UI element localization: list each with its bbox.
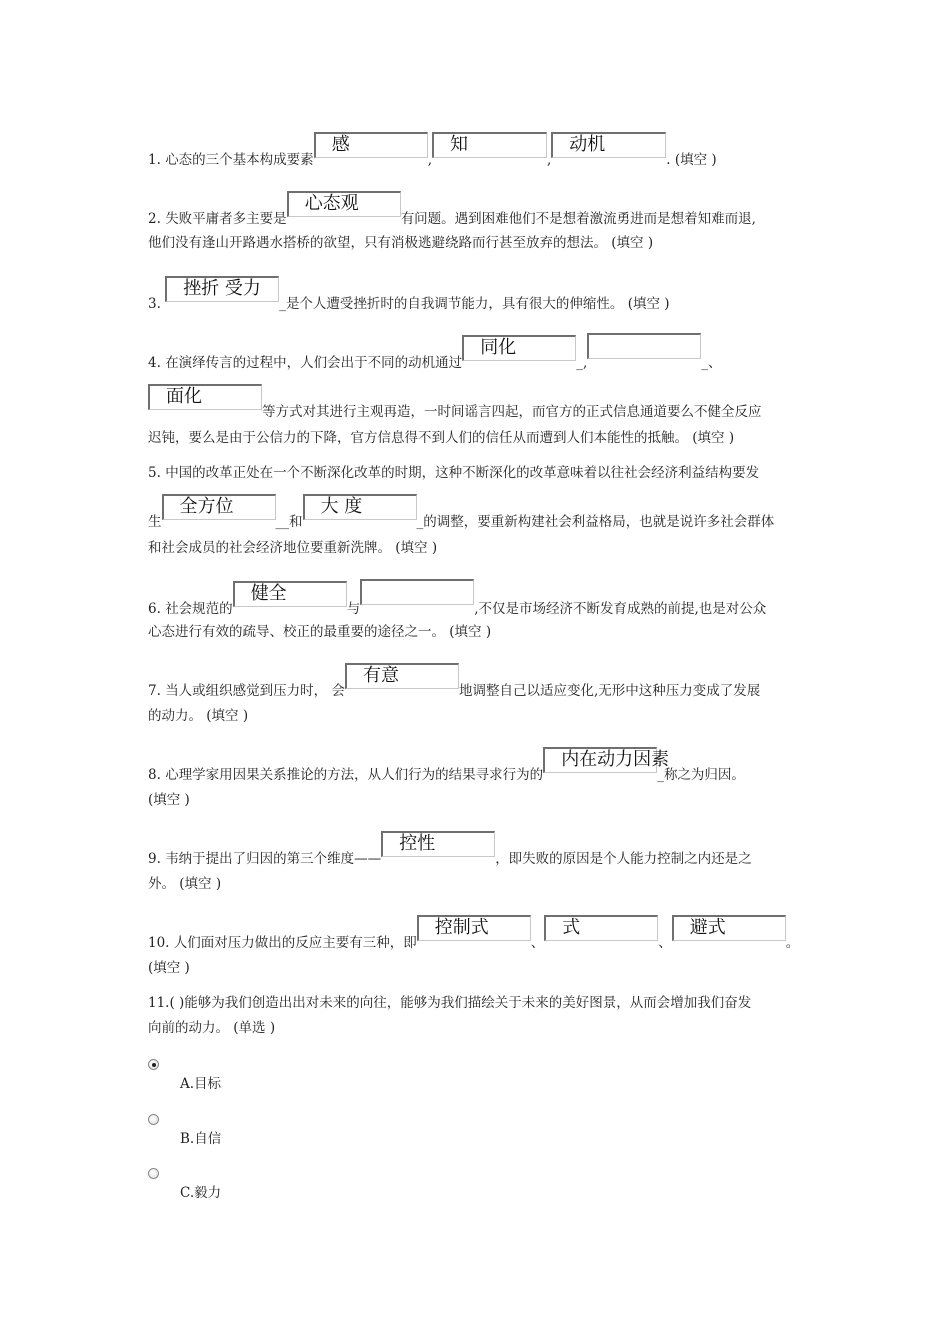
question-text: 中国的改革正处在一个不断深化改革的时期，这种不断深化的改革意味着以往社会经济利益结构要发 xyxy=(165,465,760,481)
question-tail: 。 xyxy=(785,935,800,951)
question-5 xyxy=(148,463,759,483)
question-text: 当人或组织感觉到压力时， 会 xyxy=(165,683,345,699)
answer-field[interactable]: 控制式 xyxy=(417,915,531,941)
question-tail: _是个人遭受挫折时的自我调节能力，具有很大的伸缩性。 (填空 ) xyxy=(279,296,670,312)
question-text: 失败平庸者多主要是 xyxy=(165,211,287,227)
answer-field[interactable]: 式 xyxy=(544,915,658,941)
question-tail: 地调整自己以适应变化,无形中这种压力变成了发展 xyxy=(458,683,761,699)
separator: 与 xyxy=(346,601,361,617)
question-text: 在演绎传言的过程中，人们会出于不同的动机通过 xyxy=(165,355,463,371)
question-number: 6. xyxy=(148,601,161,617)
answer-field[interactable]: 全方位 xyxy=(162,494,276,520)
separator: __和 xyxy=(275,514,303,530)
question-text: 生 xyxy=(148,514,162,530)
question-text: 心态的三个基本构成要素 xyxy=(165,152,314,168)
question-11-line-2: 向前的动力。 (单选 ) xyxy=(148,1020,276,1036)
question-tail: . (填空 ) xyxy=(666,152,717,168)
question-tail: 有问题。遇到困难他们不是想着激流勇进而是想着知难而退, xyxy=(400,211,756,227)
question-4-line-2 xyxy=(148,386,762,422)
answer-field[interactable]: 挫折 受力 xyxy=(165,276,279,302)
option-label: B.自信 xyxy=(180,1131,222,1147)
question-tail: 等方式对其进行主观再造，一时间谣言四起，而官方的正式信息通道要么不健全反应 xyxy=(262,404,762,420)
question-9-line-2: 外。 (填空 ) xyxy=(148,876,222,892)
answer-field[interactable]: 健全 xyxy=(233,581,347,607)
question-1 xyxy=(148,134,717,170)
question-tail: ,不仅是市场经济不断发育成熟的前提,也是对公众 xyxy=(474,601,767,617)
separator: _、 xyxy=(701,355,722,371)
separator: , xyxy=(546,152,552,168)
answer-field[interactable] xyxy=(587,333,701,359)
question-text: 心理学家用因果关系推论的方法，从人们行为的结果寻求行为的 xyxy=(165,767,544,783)
question-number: 8. xyxy=(148,767,161,783)
question-tail: _的调整，要重新构建社会利益格局，也就是说许多社会群体 xyxy=(416,514,775,530)
question-10-line-2: (填空 ) xyxy=(148,960,190,976)
question-2 xyxy=(148,193,756,229)
question-6-line-2: 心态进行有效的疏导、校正的最重要的途径之一。 (填空 ) xyxy=(148,624,492,640)
answer-field[interactable]: 心态观 xyxy=(287,191,401,217)
question-number: 10. xyxy=(148,935,170,951)
answer-field[interactable] xyxy=(360,579,474,605)
question-11 xyxy=(148,993,751,1013)
question-text: 韦纳于提出了归因的第三个维度—— xyxy=(165,851,382,867)
question-8-line-2: (填空 ) xyxy=(148,792,190,808)
separator: _, xyxy=(576,355,588,371)
question-text: 人们面对压力做出的反应主要有三种，即 xyxy=(173,935,417,951)
radio-button[interactable] xyxy=(148,1114,159,1125)
question-number: 4. xyxy=(148,355,161,371)
question-tail: _称之为归因。 xyxy=(657,767,745,783)
answer-field[interactable]: 内在动力因素 xyxy=(543,747,657,773)
question-text: ( )能够为我们创造出出对未来的向往，能够为我们描绘关于未来的美好图景，从而会增加我们奋发 xyxy=(169,995,752,1011)
question-9 xyxy=(148,833,752,869)
question-8 xyxy=(148,749,745,785)
separator: 、 xyxy=(530,935,545,951)
question-number: 9. xyxy=(148,851,161,867)
question-7 xyxy=(148,665,761,701)
answer-field[interactable]: 知 xyxy=(432,132,547,158)
question-5-line-3: 和社会成员的社会经济地位要重新洗牌。 (填空 ) xyxy=(148,540,438,556)
separator: , xyxy=(427,152,432,168)
question-number: 3. xyxy=(148,296,161,312)
question-6 xyxy=(148,583,767,619)
question-number: 11. xyxy=(148,995,170,1011)
question-5-line-2 xyxy=(148,496,775,532)
question-number: 2. xyxy=(148,211,161,227)
answer-field[interactable]: 有意 xyxy=(345,663,459,689)
answer-field[interactable]: 避式 xyxy=(672,915,786,941)
question-number: 1. xyxy=(148,152,161,168)
option-label: A.目标 xyxy=(180,1076,222,1092)
question-7-line-2: 的动力。 (填空 ) xyxy=(148,708,249,724)
question-2-line-2: 他们没有逢山开路遇水搭桥的欲望，只有消极逃避绕路而行甚至放弃的想法。 (填空 ) xyxy=(148,235,654,251)
question-3 xyxy=(148,278,670,314)
answer-field[interactable]: 感 xyxy=(314,132,428,158)
answer-field[interactable]: 大 度 xyxy=(303,494,417,520)
answer-field[interactable]: 同化 xyxy=(462,335,576,361)
radio-button[interactable] xyxy=(148,1168,159,1179)
answer-field[interactable]: 控性 xyxy=(381,831,495,857)
option-label: C.毅力 xyxy=(180,1185,222,1201)
question-tail: ，即失败的原因是个人能力控制之内还是之 xyxy=(495,851,752,867)
question-10 xyxy=(148,917,800,953)
question-number: 5. xyxy=(148,465,161,481)
question-4-line-3: 迟钝，要么是由于公信力的下降，官方信息得不到人们的信任从而遭到人们本能性的抵触。 (填空 ) xyxy=(148,430,735,446)
question-4 xyxy=(148,337,722,373)
separator: 、 xyxy=(658,935,672,951)
answer-field[interactable]: 面化 xyxy=(148,384,262,410)
answer-field[interactable]: 动机 xyxy=(551,132,666,158)
question-text: 社会规范的 xyxy=(165,601,233,617)
question-number: 7. xyxy=(148,683,161,699)
radio-button[interactable] xyxy=(148,1059,159,1070)
